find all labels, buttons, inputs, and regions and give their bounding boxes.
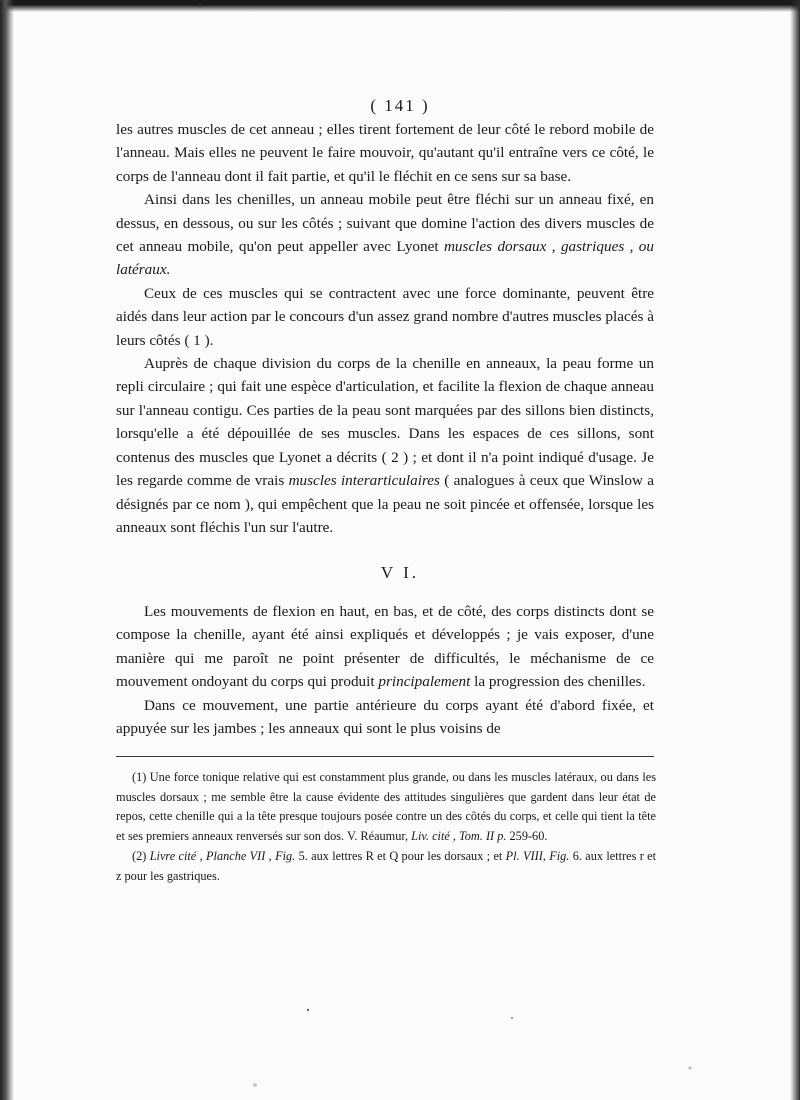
scan-right-edge xyxy=(790,0,800,1100)
paragraph-text: Les mouvements de flexion en haut, en bas, et de côté, des corps distincts dont se compose la chenille, ayant été ainsi expliqués et développés ; je vais exposer, d'une manière qui me paroît ne point présenter de difficultés, le méchanisme de ce mouvement ondoyant du corps qui produit xyxy=(116,603,654,691)
footnote-1 xyxy=(116,768,656,846)
footnotes xyxy=(116,768,656,886)
speck xyxy=(689,1067,692,1070)
italic-interarticular: muscles interarticulaires xyxy=(288,472,440,490)
paragraph-text: la progression des chenilles. xyxy=(474,673,646,691)
paragraph-continuation: les autres muscles de cet anneau ; elles tirent fortement de leur côté le rebord mobile de l'anneau. Mais elles ne peuvent le faire mouvoir, qu'autant qu'il entraîne vers ce côté, le corps de l'anneau dont il fait partie, et qu'il le fléchit en ce sens sur sa base. xyxy=(116,121,654,185)
footnote-italic: Liv. cité , Tom. II p. xyxy=(411,828,507,843)
paragraph-chenilles-flexion xyxy=(116,188,654,282)
footnote-2 xyxy=(116,847,656,886)
footnote-text: (1) Une force tonique relative qui est constamment plus grande, ou dans les muscles latéraux, ou dans les muscles dorsaux ; me semble être la cause évidente des attitudes singulières que gardent dans leur état de repos, cette chenille qui a la tête presque toujours posée contre un des côtés du corps, et celle qui tient la tête et ses premiers anneaux renversés sur son dos. V. Réaumur, xyxy=(116,770,656,843)
footnote-italic: Livre cité , Planche VII , Fig. xyxy=(149,849,296,863)
footnote-text: 259-60. xyxy=(509,828,548,843)
paragraph-text: Ainsi dans les chenilles, un anneau mobile peut être fléchi sur un anneau fixé, en dessus, en dessous, ou sur les côtés ; suivant que domine l'action des divers muscles de cet anneau mobile, qu'on peut appeller avec Lyonet xyxy=(116,191,654,256)
italic-muscle-types: muscles dorsaux , gastriques , ou latéraux. xyxy=(116,238,654,279)
italic-principalement: principalement xyxy=(378,673,471,691)
speck xyxy=(253,1083,257,1087)
paragraph-text: Auprès de chaque division du corps de la chenille en anneaux, la peau forme un repli circulaire ; qui fait une espèce d'articulation, et facilite la flexion de chaque anneau sur l'anneau contigu. Ces parties de la peau sont marquées par des sillons bien distincts, lorsqu'elle a été dépouillée de ses muscles. Dans les espaces de ces sillons, sont contenus des muscles que Lyonet a décrits ( 2 ) ; et dont il n'a point indiqué d'usage. Je les regarde comme de vrais xyxy=(116,355,654,490)
section-heading: V I. xyxy=(380,563,420,582)
footnote-text: 5. aux lettres R et Q pour les dorsaux ; et xyxy=(298,849,503,863)
page-number: ( 141 ) xyxy=(370,96,430,115)
scan-top-edge xyxy=(0,0,800,12)
paragraph-mouvements xyxy=(116,600,654,694)
paragraph-text: ( analogues à ceux que Winslow a désignés par ce nom ), qui empêchent que la peau ne soit pincée et offensée, lorsque les anneaux sont fléchis l'un sur l'autre. xyxy=(116,472,655,536)
footnote-text: (2) xyxy=(132,849,147,863)
footnote-italic: Pl. VIII, Fig. xyxy=(505,849,570,863)
body-text-lower xyxy=(116,600,654,740)
footnote-divider xyxy=(116,756,654,757)
paragraph-repli-circulaire xyxy=(116,352,654,539)
body-text-upper xyxy=(116,118,654,539)
footnote-text: 6. aux lettres r et z pour les gastriques. xyxy=(116,849,657,883)
speck xyxy=(307,1009,309,1011)
speck xyxy=(511,1017,513,1019)
scan-left-edge xyxy=(0,0,14,1100)
paragraph-muscles-dominants: Ceux de ces muscles qui se contractent avec une force dominante, peuvent être aidés dans leur action par le concours d'un assez grand nombre d'autres muscles placés à leurs côtés ( 1 ). xyxy=(116,284,654,349)
paragraph-mouvement-ondoyant: Dans ce mouvement, une partie antérieure du corps ayant été d'abord fixée, et appuyée sur les jambes ; les anneaux qui sont le plus voisins de xyxy=(116,696,654,738)
